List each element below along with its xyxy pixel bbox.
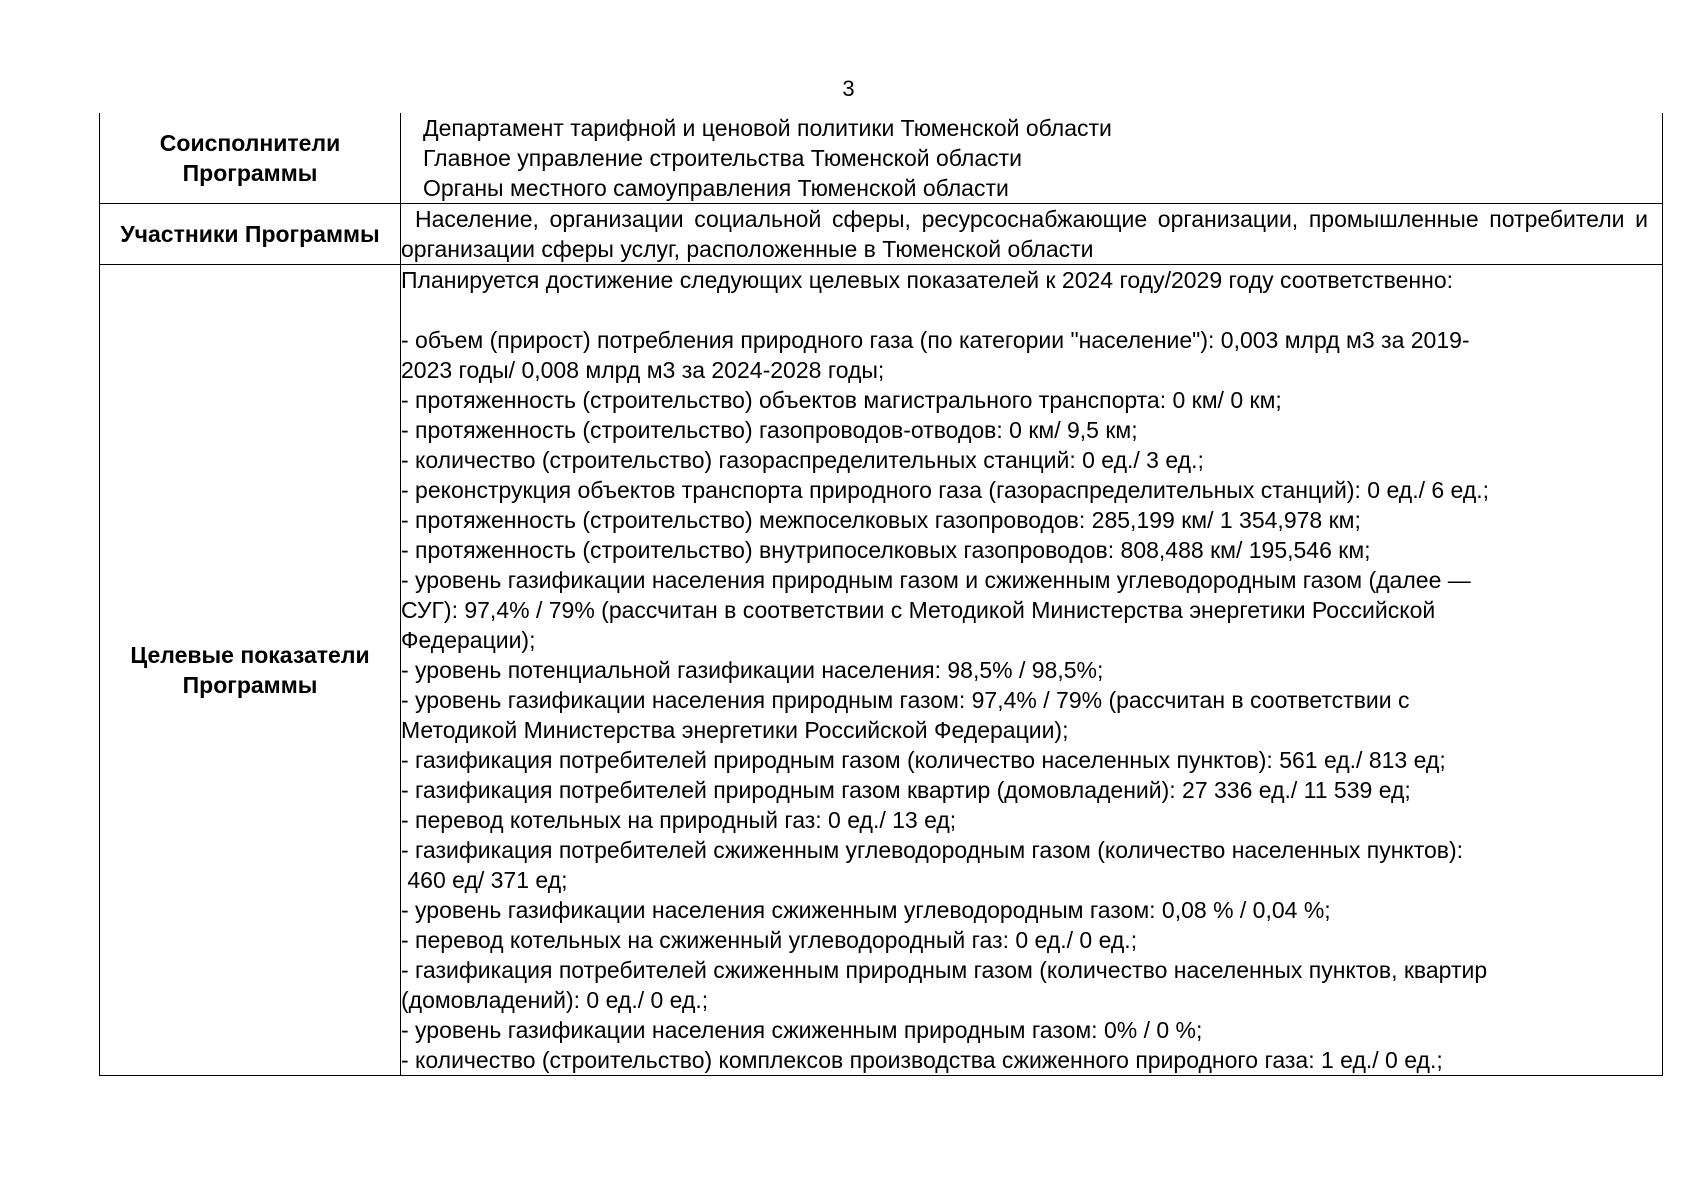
participants-label: Участники Программы xyxy=(100,204,401,265)
target-line: 2023 годы/ 0,008 млрд м3 за 2024-2028 годы; xyxy=(401,357,885,383)
target-line: - уровень газификации населения сжиженным углеводородным газом: 0,08 % / 0,04 %; xyxy=(401,897,1331,923)
target-line: - газификация потребителей природным газом квартир (домовладений): 27 336 ед./ 11 539 ед; xyxy=(401,777,1411,803)
target-line: - газификация потребителей сжиженным природным газом (количество населенных пунктов, квартир xyxy=(401,957,1488,983)
table-row-coexecutors xyxy=(100,113,1663,204)
target-line: - газификация потребителей природным газом (количество населенных пунктов): 561 ед./ 813 ед; xyxy=(401,747,1446,773)
coexecutor-line: Департамент тарифной и ценовой политики Тюменской области xyxy=(423,115,1112,141)
target-line: Методикой Министерства энергетики Российской Федерации); xyxy=(401,717,1069,743)
target-line: - протяженность (строительство) газопроводов-отводов: 0 км/ 9,5 км; xyxy=(401,417,1138,443)
blank-line xyxy=(401,295,1662,325)
target-line: - протяженность (строительство) внутрипоселковых газопроводов: 808,488 км/ 195,546 км; xyxy=(401,537,1371,563)
participants-text: Население, организации социальной сферы, ресурсоснабжающие организации, промышленные потребители и организации сферы услуг, расположенные в Тюменской области xyxy=(401,206,1648,262)
page-number: 3 xyxy=(842,76,855,101)
targets-intro: Планируется достижение следующих целевых показателей к 2024 году/2029 году соответственно: xyxy=(401,267,1454,293)
target-line: 460 ед/ 371 ед; xyxy=(401,867,568,893)
participants-content xyxy=(401,204,1663,265)
program-passport-table xyxy=(99,113,1663,1076)
table-row-targets xyxy=(100,265,1663,1076)
target-line: - объем (прирост) потребления природного газа (по категории "население"): 0,003 млрд м3 за 2019- xyxy=(401,327,1470,353)
target-line: - перевод котельных на сжиженный углеводородный газ: 0 ед./ 0 ед.; xyxy=(401,927,1138,953)
target-line: Федерации); xyxy=(401,627,536,653)
target-line: - количество (строительство) газораспределительных станций: 0 ед./ 3 ед.; xyxy=(401,447,1204,473)
target-line: - протяженность (строительство) объектов магистрального транспорта: 0 км/ 0 км; xyxy=(401,387,1282,413)
target-line: - перевод котельных на природный газ: 0 ед./ 13 ед; xyxy=(401,807,957,833)
coexecutors-label: Соисполнители Программы xyxy=(100,113,401,204)
target-line: - уровень газификации населения природным газом: 97,4% / 79% (рассчитан в соответствии с xyxy=(401,687,1410,713)
coexecutor-line: Органы местного самоуправления Тюменской области xyxy=(423,175,1009,201)
target-line: - уровень газификации населения сжиженным природным газом: 0% / 0 %; xyxy=(401,1017,1203,1043)
targets-label: Целевые показатели Программы xyxy=(100,265,401,1076)
target-line: СУГ): 97,4% / 79% (рассчитан в соответствии с Методикой Министерства энергетики Российской xyxy=(401,597,1436,623)
coexecutors-content xyxy=(401,113,1663,204)
coexecutor-line: Главное управление строительства Тюменской области xyxy=(423,145,1022,171)
targets-content xyxy=(401,265,1663,1076)
table-row-participants xyxy=(100,204,1663,265)
target-line: - протяженность (строительство) межпоселковых газопроводов: 285,199 км/ 1 354,978 км; xyxy=(401,507,1361,533)
target-line: (домовладений): 0 ед./ 0 ед.; xyxy=(401,987,709,1013)
target-line: - количество (строительство) комплексов производства сжиженного природного газа: 1 ед./ 0 ед.; xyxy=(401,1047,1443,1073)
target-line: - уровень газификации населения природным газом и сжиженным углеводородным газом (далее — xyxy=(401,567,1471,593)
target-line: - реконструкция объектов транспорта природного газа (газораспределительных станций): 0 ед./ 6 ед.; xyxy=(401,477,1490,503)
target-line: - газификация потребителей сжиженным углеводородным газом (количество населенных пунктов): xyxy=(401,837,1464,863)
target-line: - уровень потенциальной газификации населения: 98,5% / 98,5%; xyxy=(401,657,1104,683)
